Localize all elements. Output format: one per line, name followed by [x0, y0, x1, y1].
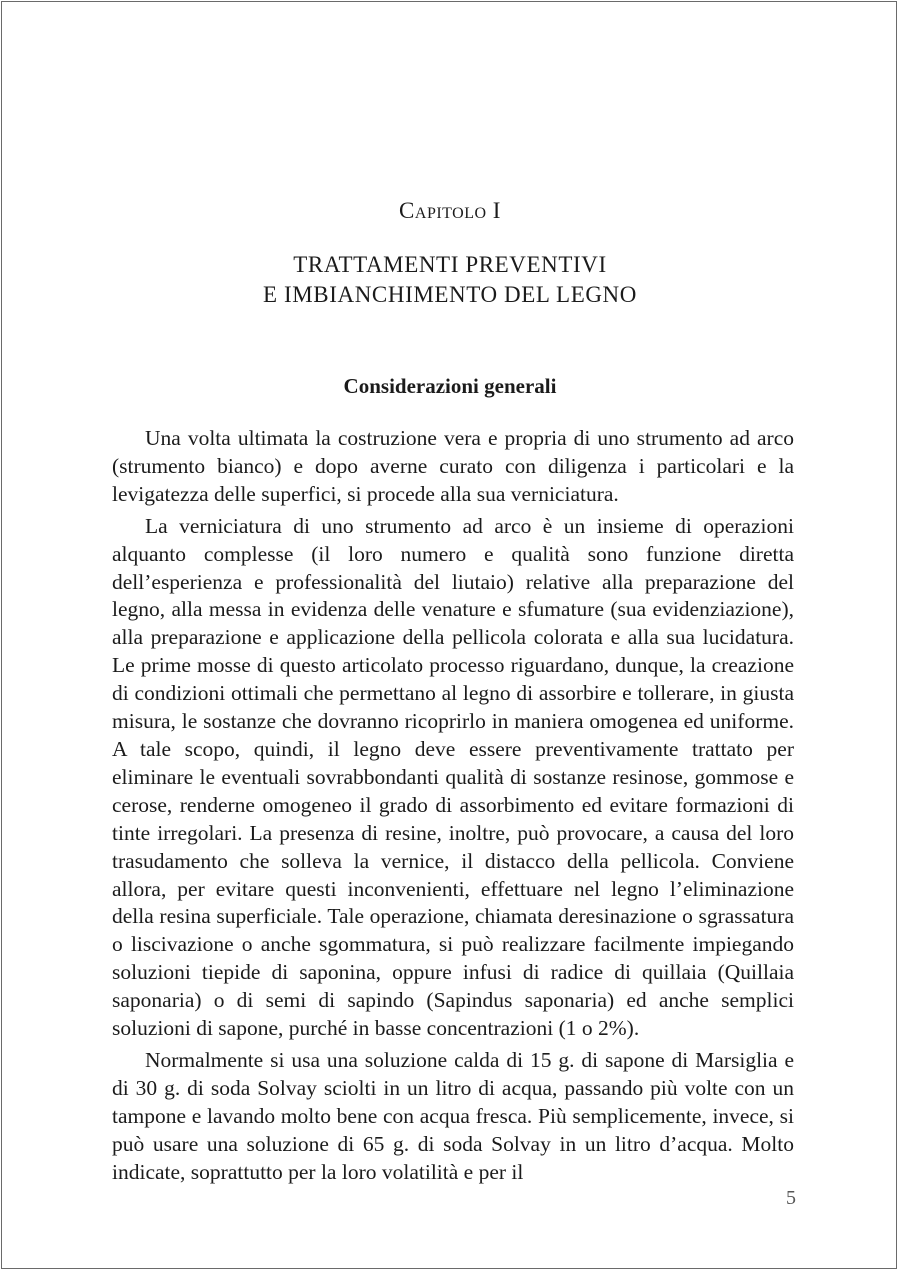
section-heading: Considerazioni generali: [343, 374, 557, 398]
body-text: [112, 425, 794, 1190]
chapter-title-line-2: E IMBIANCHIMENTO DEL LEGNO: [263, 282, 637, 307]
page-number: 5: [786, 1187, 796, 1209]
chapter-title: [0, 250, 900, 310]
chapter-title-line-1: TRATTAMENTI PREVENTIVI: [293, 252, 607, 277]
paragraph: La verniciatura di uno strumento ad arco è un insieme di operazioni alquanto complesse (il loro numero e qualità sono funzione diretta dell’esperienza e professionalità del liutaio) relative alla preparazione del legno, alla messa in evidenza delle venature e sfumature (sua evidenziazione), alla preparazione e applicazione della pellicola colorata e alla sua lucidatura. Le prime mosse di questo articolato processo riguardano, dunque, la creazione di condizioni ottimali che permettano al legno di assorbire e tollerare, in giusta misura, le sostanze che dovranno ricoprirlo in maniera omogenea ed uniforme. A tale scopo, quindi, il legno deve essere preventivamente trattato per eliminare le eventuali sovrabbondanti qualità di sostanze resinose, gommose e cerose, renderne omogeneo il grado di assorbimento ed evitare formazioni di tinte irregolari. La presenza di resine, inoltre, può provocare, a causa del loro trasudamento che solleva la vernice, il distacco della pellicola. Conviene allora, per evitare questi inconvenienti, effettuare nel legno l’eliminazione della resina superficiale. Tale operazione, chiamata deresinazione o sgrassatura o liscivazione o anche sgommatura, si può realizzare facilmente impiegando soluzioni tiepide di saponina, oppure infusi di radice di quillaia (Quillaia saponaria) o di semi di sapindo (Sapindus saponaria) ed anche semplici soluzioni di sapone, purché in basse concentrazioni (1 o 2%).: [112, 513, 794, 1041]
paragraph: Una volta ultimata la costruzione vera e propria di uno strumento ad arco (strumento bianco) e dopo averne curato con diligenza i particolari e la levigatezza delle superfici, si procede alla sua verniciatura.: [112, 426, 794, 506]
chapter-label: Capitolo I: [399, 198, 501, 223]
paragraph: Normalmente si usa una soluzione calda di 15 g. di sapone di Marsiglia e di 30 g. di soda Solvay sciolti in un litro di acqua, passando più volte con un tampone e lavando molto bene con acqua fresca. Più semplicemente, invece, si può usare una soluzione di 65 g. di soda Solvay in un litro d’acqua. Molto indicate, soprattutto per la loro volatilità e per il: [112, 1047, 794, 1184]
